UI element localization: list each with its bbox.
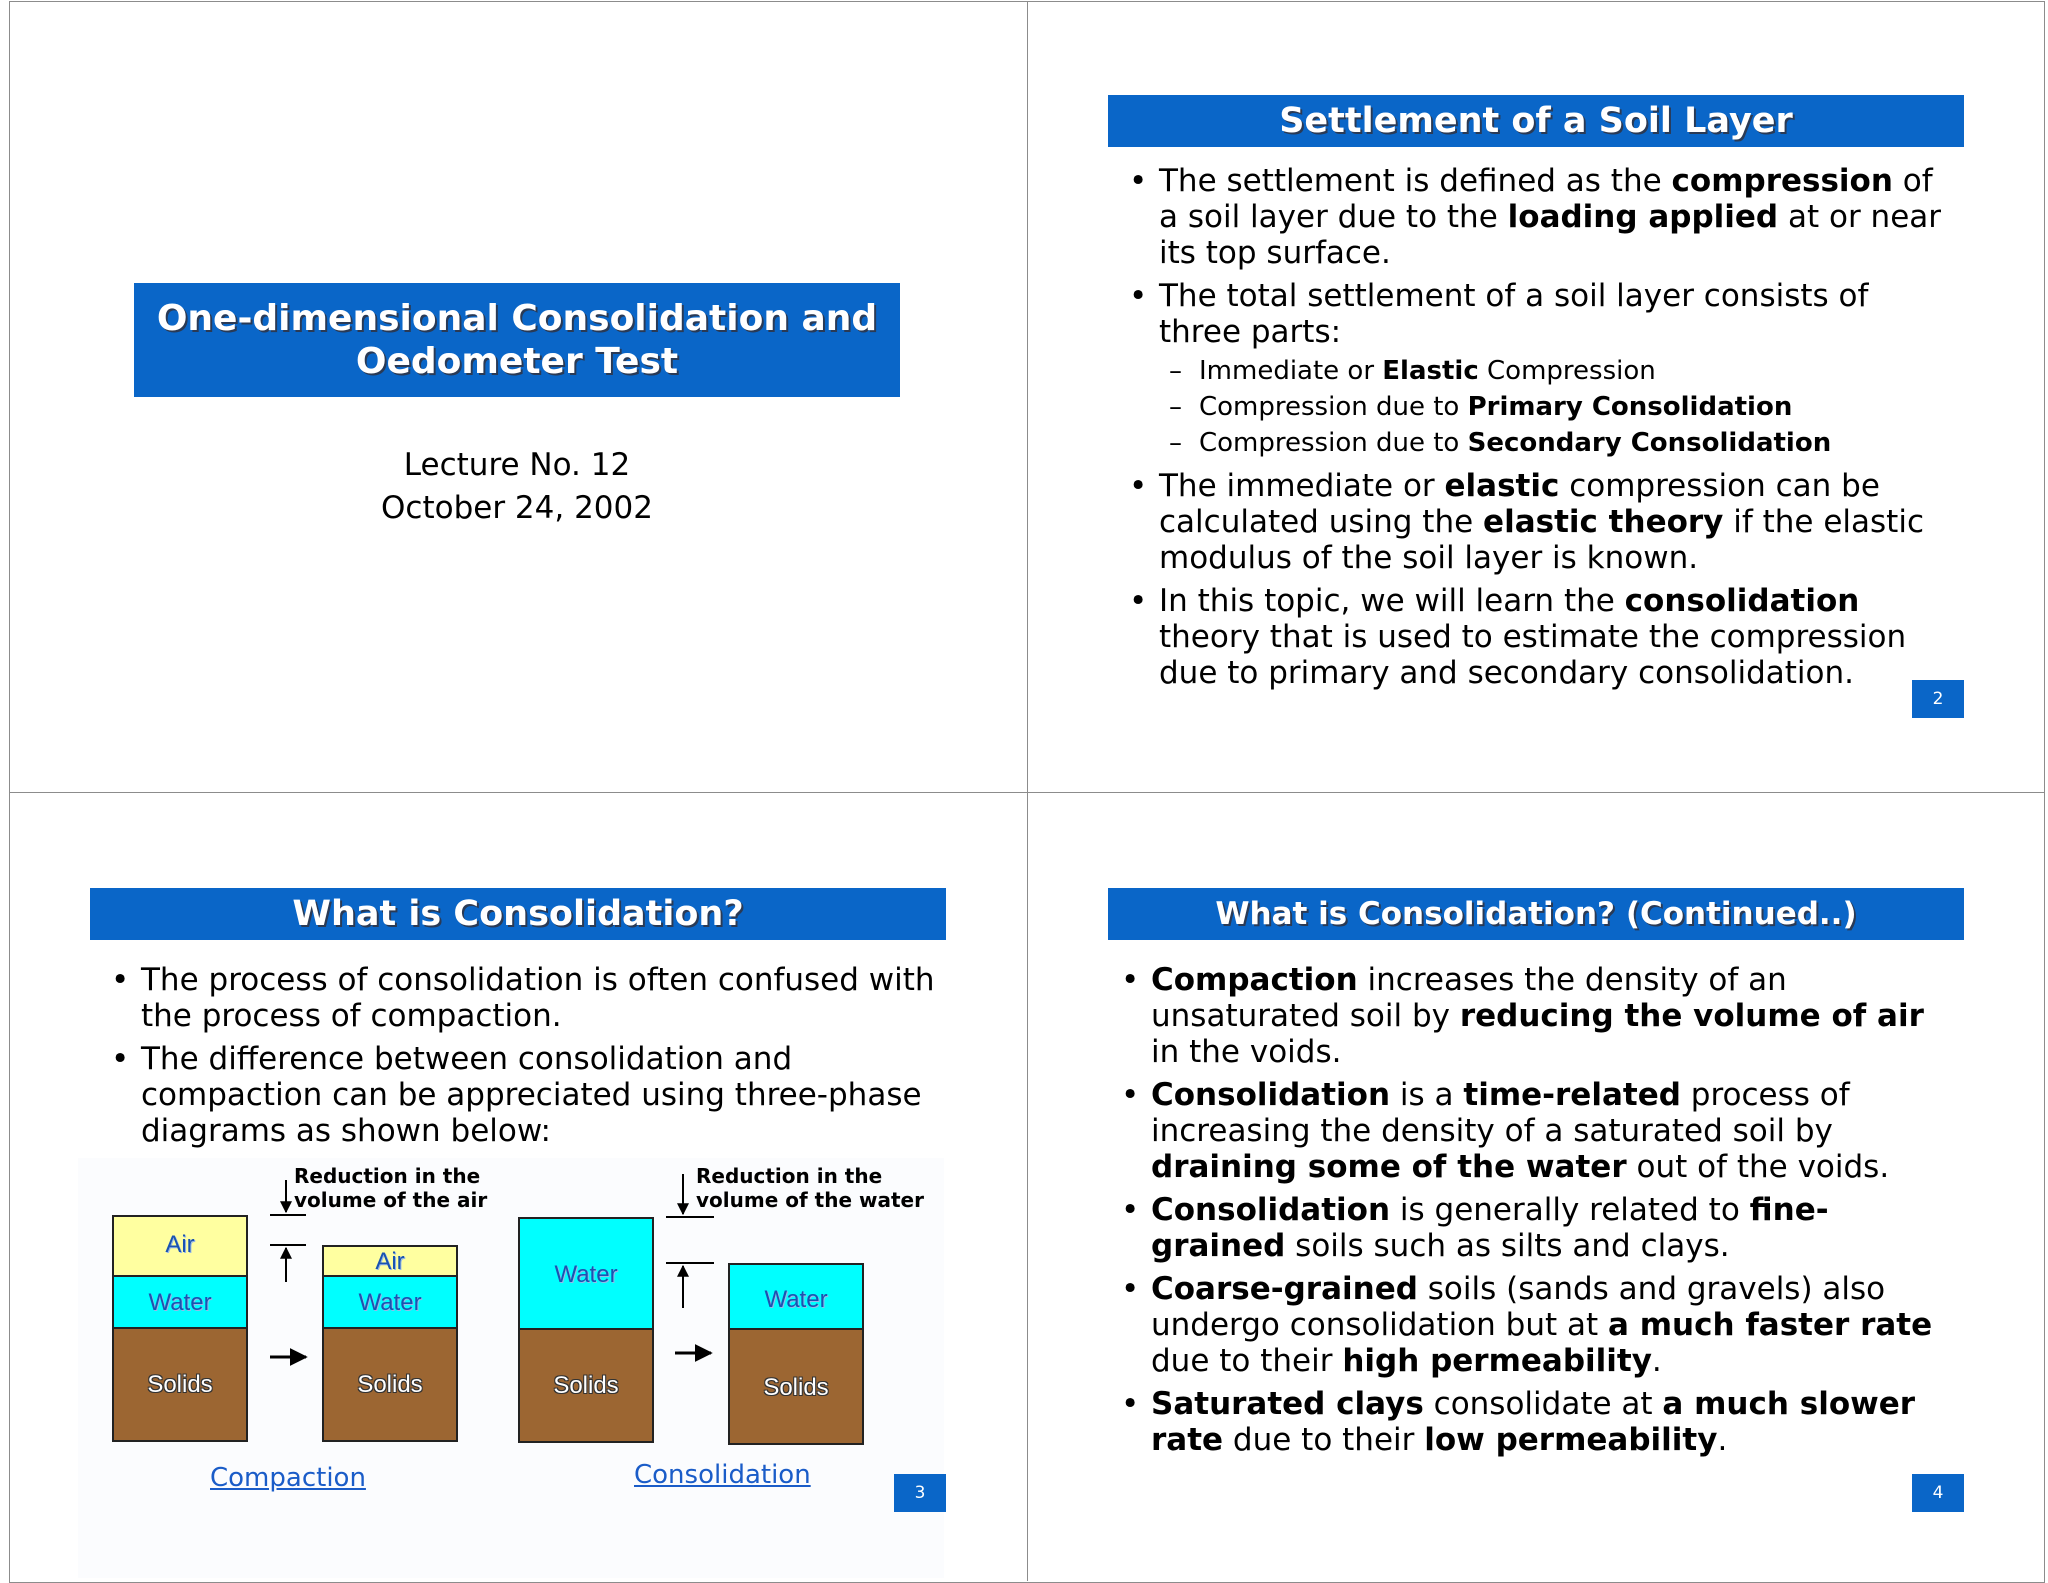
consolidation-link[interactable]: Consolidation bbox=[634, 1460, 811, 1490]
sub-bullet: – Compression due to Secondary Consolidation bbox=[1159, 425, 1954, 461]
bullet: • The process of consolidation is often confused with the process of compaction. bbox=[106, 962, 936, 1034]
title-line-2: Oedometer Test bbox=[355, 341, 679, 382]
solids-label: Solids bbox=[147, 1371, 213, 1398]
solids-label: Solids bbox=[357, 1371, 423, 1398]
bullet: • The immediate or elastic compression can be calculated using the elastic theory if the elastic modulus of the soil layer is known. bbox=[1124, 468, 1954, 576]
solids-label: Solids bbox=[553, 1372, 619, 1399]
compaction-link[interactable]: Compaction bbox=[210, 1463, 366, 1493]
water-label: Water bbox=[148, 1289, 212, 1316]
sub-bullet: – Compression due to Primary Consolidation bbox=[1159, 389, 1954, 425]
bullet: • Consolidation is generally related to fine-grained soils such as silts and clays. bbox=[1116, 1192, 1946, 1264]
air-reduction-note: Reduction in the volume of the air bbox=[294, 1164, 488, 1212]
air-label: Air bbox=[165, 1231, 195, 1258]
water-label: Water bbox=[358, 1289, 422, 1316]
lecture-number: Lecture No. 12 bbox=[403, 447, 631, 483]
air-label: Air bbox=[375, 1248, 405, 1275]
water-label: Water bbox=[554, 1261, 618, 1288]
slide-2-title: Settlement of a Soil Layer bbox=[1108, 95, 1964, 147]
water-reduction-note: Reduction in the volume of the water bbox=[696, 1164, 924, 1212]
bullet: • Saturated clays consolidate at a much slower rate due to their low permeability. bbox=[1116, 1386, 1946, 1458]
slide-4-title: What is Consolidation? (Continued..) bbox=[1108, 888, 1964, 940]
water-label: Water bbox=[764, 1286, 828, 1313]
sub-bullet: – Immediate or Elastic Compression bbox=[1159, 353, 1954, 389]
bullet: • The settlement is defined as the compression of a soil layer due to the loading applied at or near its top surface. bbox=[1124, 163, 1954, 271]
bullet: • In this topic, we will learn the consolidation theory that is used to estimate the compression due to primary and secondary consolidation. bbox=[1124, 583, 1954, 691]
page-number: 4 bbox=[1912, 1474, 1964, 1512]
page-number: 3 bbox=[894, 1474, 946, 1512]
bullet: • Compaction increases the density of an unsaturated soil by reducing the volume of air in the voids. bbox=[1116, 962, 1946, 1070]
title-line-1: One-dimensional Consolidation and bbox=[156, 298, 878, 339]
lecture-date: October 24, 2002 bbox=[381, 490, 653, 526]
bullet: • The total settlement of a soil layer consists of three parts: – Immediate or Elastic Compression – Compression due to Primary Consolidation – Compression due to Secondary Consolidation bbox=[1124, 278, 1954, 461]
slide-4-bullets bbox=[1116, 962, 1946, 1465]
solids-label: Solids bbox=[763, 1374, 829, 1401]
bullet: • Coarse-grained soils (sands and gravels) also undergo consolidation but at a much faster rate due to their high permeability. bbox=[1116, 1271, 1946, 1379]
slide-3-title: What is Consolidation? bbox=[90, 888, 946, 940]
bullet: • The difference between consolidation and compaction can be appreciated using three-phase diagrams as shown below: bbox=[106, 1041, 936, 1149]
page-number: 2 bbox=[1912, 680, 1964, 718]
bullet: • Consolidation is a time-related process of increasing the density of a saturated soil by draining some of the water out of the voids. bbox=[1116, 1077, 1946, 1185]
